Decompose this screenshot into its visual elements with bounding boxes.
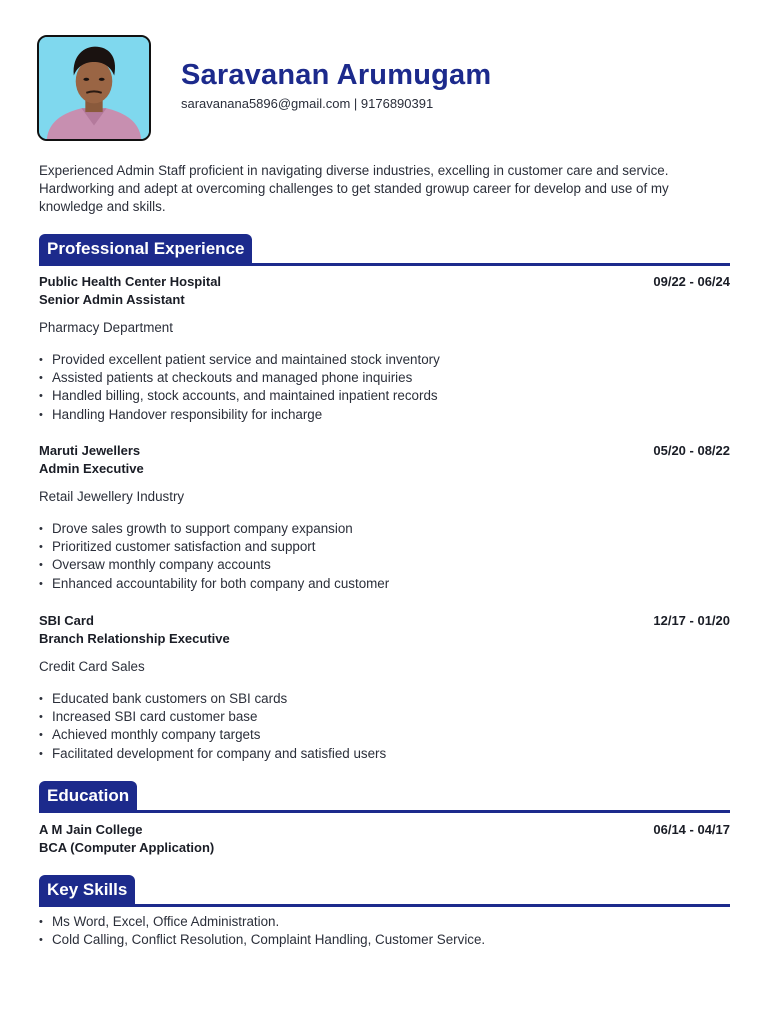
section-title: Professional Experience xyxy=(39,234,252,264)
employer-name: Maruti Jewellers xyxy=(39,443,141,458)
experience-entry xyxy=(39,273,730,424)
section-divider xyxy=(39,904,730,907)
list-item: • Ms Word, Excel, Office Administration. xyxy=(39,913,730,931)
education-dates: 06/14 - 04/17 xyxy=(653,822,730,837)
job-title: Admin Executive xyxy=(39,461,144,476)
responsibility-list xyxy=(39,690,730,763)
department: Credit Card Sales xyxy=(39,659,145,674)
education-entry xyxy=(39,821,730,857)
candidate-name: Saravanan Arumugam xyxy=(181,59,492,91)
section-professional-experience xyxy=(39,234,730,266)
section-education xyxy=(39,781,730,813)
list-item: • Enhanced accountability for both company and customer xyxy=(39,575,730,593)
employment-dates: 09/22 - 06/24 xyxy=(653,274,730,289)
list-item: • Handled billing, stock accounts, and maintained inpatient records xyxy=(39,387,730,405)
list-item: • Prioritized customer satisfaction and support xyxy=(39,538,730,556)
list-item: • Cold Calling, Conflict Resolution, Complaint Handling, Customer Service. xyxy=(39,931,730,949)
job-title: Senior Admin Assistant xyxy=(39,292,185,307)
list-item: • Oversaw monthly company accounts xyxy=(39,556,730,574)
responsibility-list xyxy=(39,351,730,424)
profile-photo-portrait xyxy=(39,37,149,139)
profile-summary: Experienced Admin Staff proficient in navigating diverse industries, excelling in customer care and service. Hardworking and adept at overcoming challenges to get standed growup career for develop and use of my knowledge and skills. xyxy=(39,163,669,214)
list-item: • Drove sales growth to support company expansion xyxy=(39,520,730,538)
skills-list xyxy=(39,913,730,949)
experience-entry xyxy=(39,442,730,593)
responsibility-list xyxy=(39,520,730,593)
list-item: • Assisted patients at checkouts and managed phone inquiries xyxy=(39,369,730,387)
school-name: A M Jain College xyxy=(39,822,143,837)
employer-name: SBI Card xyxy=(39,613,94,628)
contact-info: saravanana5896@gmail.com | 9176890391 xyxy=(181,96,434,111)
section-divider xyxy=(39,263,730,266)
list-item: • Educated bank customers on SBI cards xyxy=(39,690,730,708)
employment-dates: 12/17 - 01/20 xyxy=(653,613,730,628)
section-divider xyxy=(39,810,730,813)
job-title: Branch Relationship Executive xyxy=(39,631,230,646)
list-item: • Achieved monthly company targets xyxy=(39,726,730,744)
degree: BCA (Computer Application) xyxy=(39,840,215,855)
section-key-skills xyxy=(39,875,730,907)
section-title: Education xyxy=(39,781,137,811)
list-item: • Facilitated development for company and satisfied users xyxy=(39,745,730,763)
employer-name: Public Health Center Hospital xyxy=(39,274,222,289)
employment-dates: 05/20 - 08/22 xyxy=(653,443,730,458)
experience-entry xyxy=(39,612,730,763)
section-title: Key Skills xyxy=(39,875,135,905)
profile-photo xyxy=(37,35,151,141)
department: Pharmacy Department xyxy=(39,320,173,335)
list-item: • Handling Handover responsibility for incharge xyxy=(39,406,730,424)
resume-header xyxy=(37,35,730,141)
department: Retail Jewellery Industry xyxy=(39,489,185,504)
list-item: • Provided excellent patient service and maintained stock inventory xyxy=(39,351,730,369)
list-item: • Increased SBI card customer base xyxy=(39,708,730,726)
